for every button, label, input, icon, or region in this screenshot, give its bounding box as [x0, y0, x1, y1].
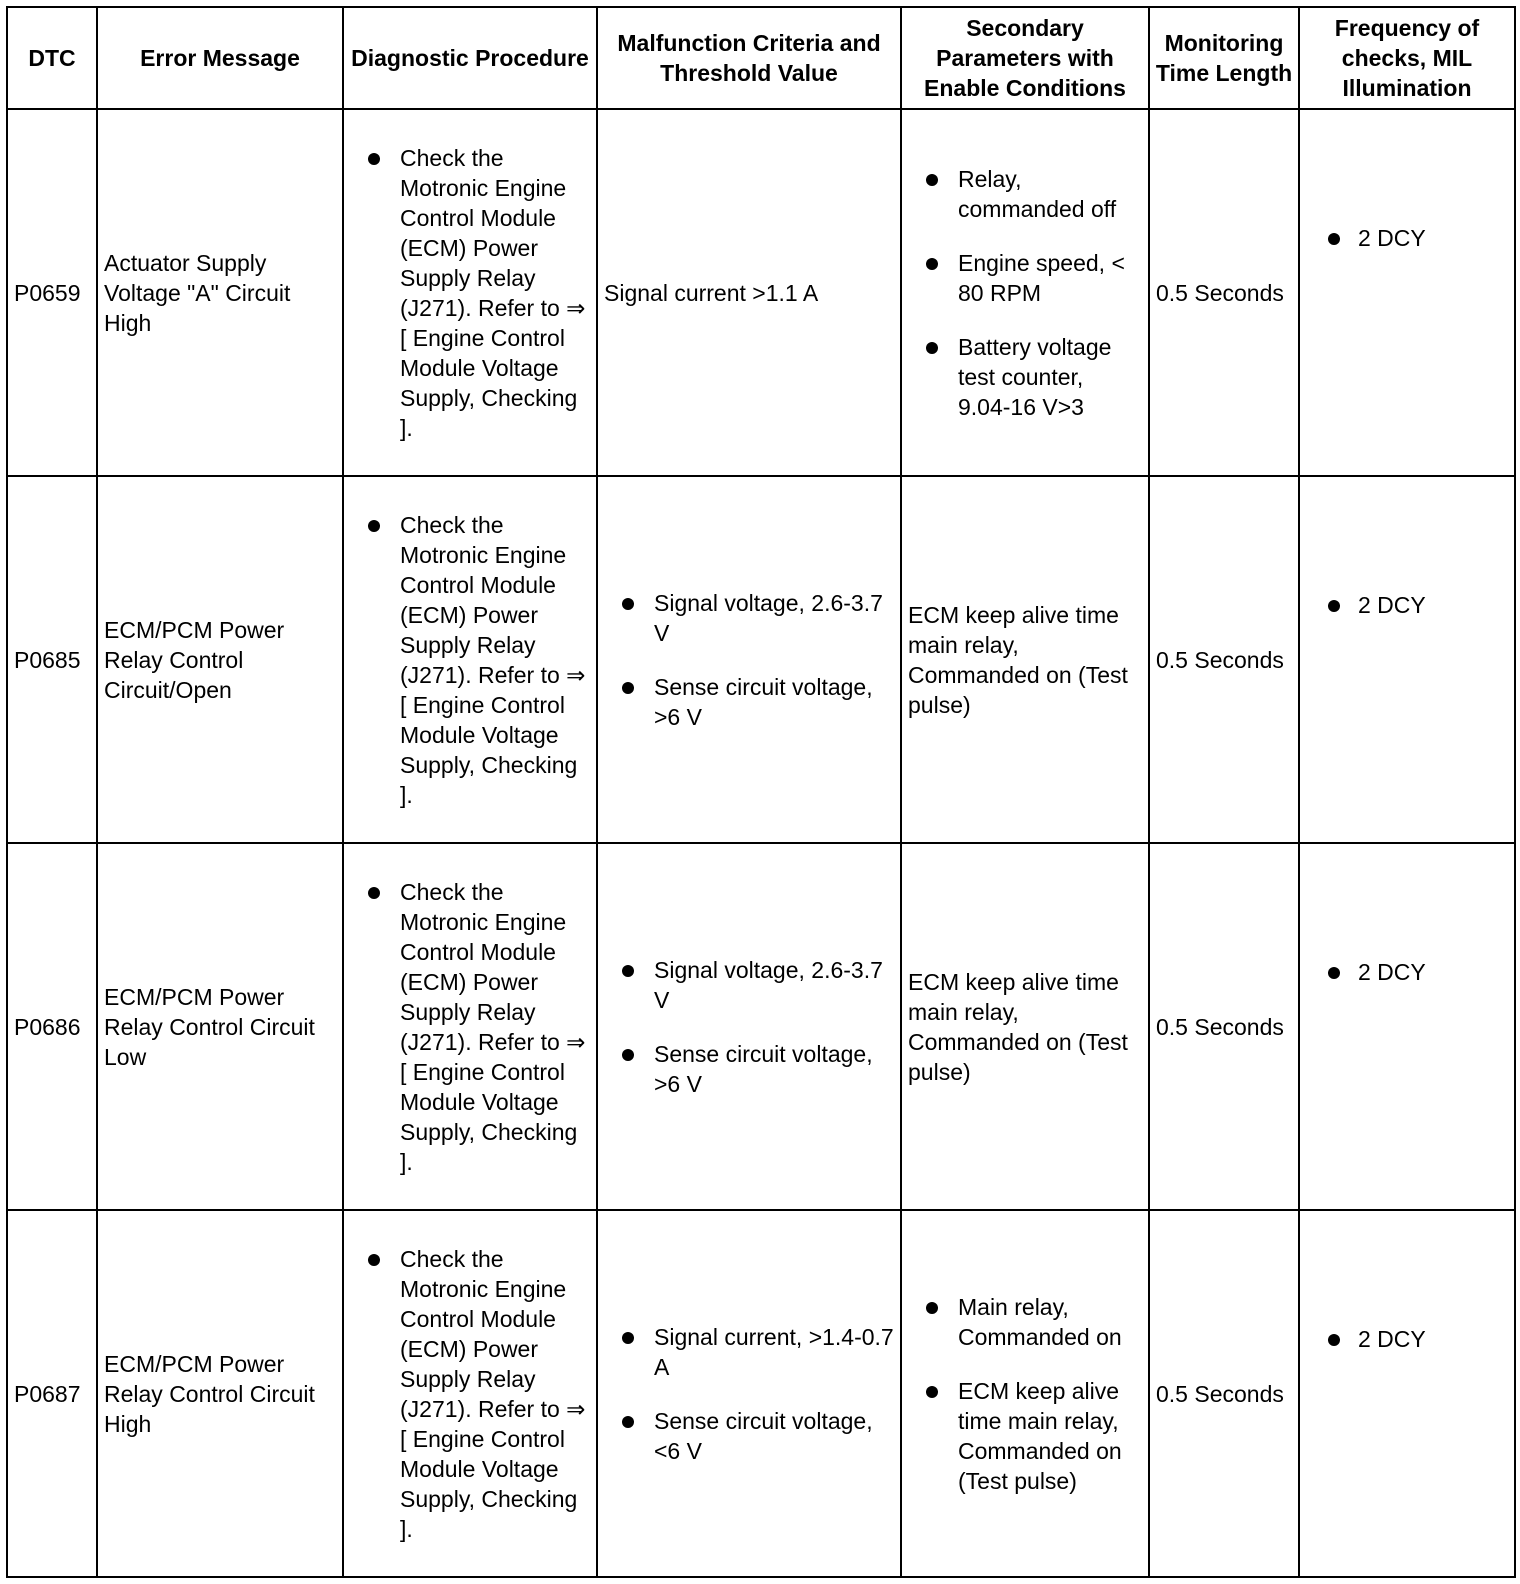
error-message: ECM/PCM Power Relay Control Circuit/Open: [97, 476, 343, 843]
frequency-item: 2 DCY: [1306, 957, 1508, 987]
frequency-list: [1306, 590, 1508, 620]
secondary-item: Relay, commanded off: [908, 164, 1142, 224]
procedure-list: [350, 143, 590, 443]
frequency-list: [1306, 223, 1508, 253]
criteria-list: [604, 955, 894, 1099]
header-error-message: Error Message: [97, 7, 343, 109]
criteria-item: Signal voltage, 2.6-3.7 V: [604, 955, 894, 1015]
dtc-code: P0686: [7, 843, 97, 1210]
monitoring-time: 0.5 Seconds: [1149, 109, 1299, 476]
procedure-list: [350, 1244, 590, 1544]
malfunction-criteria: [597, 1210, 901, 1577]
secondary-item: Main relay, Commanded on: [908, 1292, 1142, 1352]
table-row: [7, 476, 1515, 843]
secondary-parameters: [901, 109, 1149, 476]
frequency: [1299, 843, 1515, 1210]
secondary-parameters: ECM keep alive time main relay, Commanded on (Test pulse): [901, 843, 1149, 1210]
error-message: ECM/PCM Power Relay Control Circuit Low: [97, 843, 343, 1210]
table-row: [7, 843, 1515, 1210]
header-monitoring-time: Monitoring Time Length: [1149, 7, 1299, 109]
header-frequency: Frequency of checks, MIL Illumination: [1299, 7, 1515, 109]
header-diagnostic-procedure: Diagnostic Procedure: [343, 7, 597, 109]
criteria-list: [604, 1322, 894, 1466]
frequency: [1299, 476, 1515, 843]
frequency-item: 2 DCY: [1306, 1324, 1508, 1354]
malfunction-criteria: [597, 476, 901, 843]
criteria-item: Sense circuit voltage, <6 V: [604, 1406, 894, 1466]
diagnostic-procedure: [343, 843, 597, 1210]
header-dtc: DTC: [7, 7, 97, 109]
diagnostic-procedure: [343, 1210, 597, 1577]
frequency-item: 2 DCY: [1306, 590, 1508, 620]
criteria-item: Sense circuit voltage, >6 V: [604, 1039, 894, 1099]
monitoring-time: 0.5 Seconds: [1149, 476, 1299, 843]
procedure-list: [350, 877, 590, 1177]
header-secondary-parameters: Secondary Parameters with Enable Conditions: [901, 7, 1149, 109]
malfunction-criteria: Signal current >1.1 A: [597, 109, 901, 476]
diagnostic-procedure: [343, 476, 597, 843]
diagnostic-procedure: [343, 109, 597, 476]
dtc-code: P0687: [7, 1210, 97, 1577]
criteria-list: [604, 588, 894, 732]
header-row: [7, 7, 1515, 109]
error-message: ECM/PCM Power Relay Control Circuit High: [97, 1210, 343, 1577]
secondary-parameters: [901, 1210, 1149, 1577]
secondary-item: Engine speed, < 80 RPM: [908, 248, 1142, 308]
error-message: Actuator Supply Voltage "A" Circuit High: [97, 109, 343, 476]
secondary-parameters: ECM keep alive time main relay, Commanded on (Test pulse): [901, 476, 1149, 843]
frequency-list: [1306, 1324, 1508, 1354]
secondary-item: ECM keep alive time main relay, Commanded on (Test pulse): [908, 1376, 1142, 1496]
header-malfunction-criteria: Malfunction Criteria and Threshold Value: [597, 7, 901, 109]
procedure-item: Check the Motronic Engine Control Module (ECM) Power Supply Relay (J271). Refer to ⇒ [ Engine Control Module Voltage Supply, Checking ].: [350, 1244, 590, 1544]
dtc-code: P0659: [7, 109, 97, 476]
frequency: [1299, 1210, 1515, 1577]
criteria-item: Signal voltage, 2.6-3.7 V: [604, 588, 894, 648]
procedure-list: [350, 510, 590, 810]
dtc-table: [6, 6, 1516, 1578]
table-row: [7, 109, 1515, 476]
frequency-item: 2 DCY: [1306, 223, 1508, 253]
monitoring-time: 0.5 Seconds: [1149, 1210, 1299, 1577]
secondary-item: Battery voltage test counter, 9.04-16 V>3: [908, 332, 1142, 422]
frequency: [1299, 109, 1515, 476]
frequency-list: [1306, 957, 1508, 987]
table-row: [7, 1210, 1515, 1577]
secondary-list: [908, 1292, 1142, 1496]
dtc-code: P0685: [7, 476, 97, 843]
malfunction-criteria: [597, 843, 901, 1210]
criteria-item: Sense circuit voltage, >6 V: [604, 672, 894, 732]
procedure-item: Check the Motronic Engine Control Module (ECM) Power Supply Relay (J271). Refer to ⇒ [ Engine Control Module Voltage Supply, Checking ].: [350, 877, 590, 1177]
criteria-item: Signal current, >1.4-0.7 A: [604, 1322, 894, 1382]
monitoring-time: 0.5 Seconds: [1149, 843, 1299, 1210]
secondary-list: [908, 164, 1142, 422]
procedure-item: Check the Motronic Engine Control Module (ECM) Power Supply Relay (J271). Refer to ⇒ [ Engine Control Module Voltage Supply, Checking ].: [350, 510, 590, 810]
procedure-item: Check the Motronic Engine Control Module (ECM) Power Supply Relay (J271). Refer to ⇒ [ Engine Control Module Voltage Supply, Checking ].: [350, 143, 590, 443]
